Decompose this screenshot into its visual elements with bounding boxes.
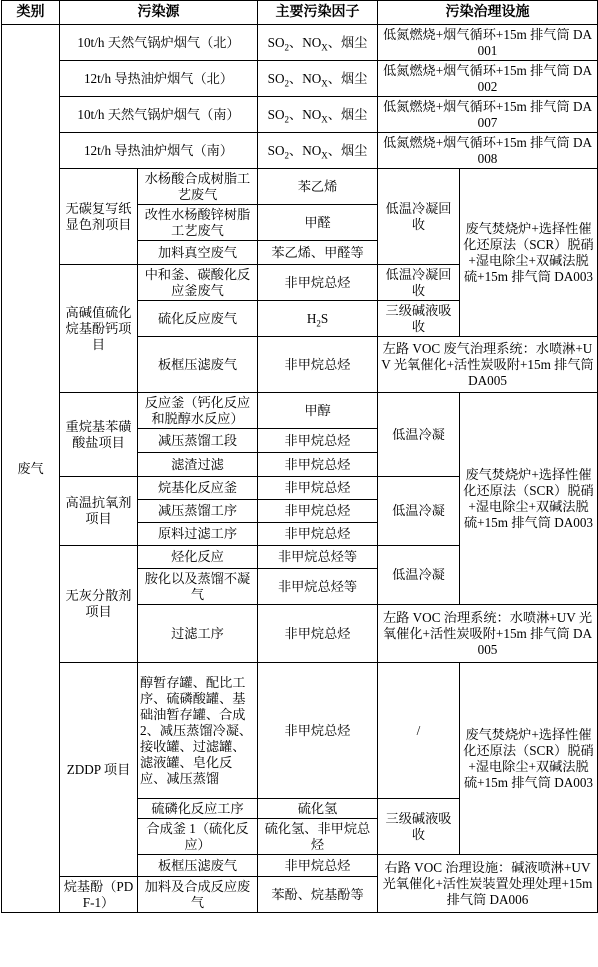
pollutant-cell: 非甲烷总烃 bbox=[258, 265, 378, 301]
source-cell: 12t/h 导热油炉烟气（北） bbox=[60, 61, 258, 97]
project-name: 无碳复写纸显色剂项目 bbox=[60, 169, 138, 265]
source-cell: 减压蒸馏工序 bbox=[138, 500, 258, 523]
source-cell: 硫磷化反应工序 bbox=[138, 799, 258, 819]
source-cell: 醇暂存罐、配比工序、硫磷酸罐、基础油暂存罐、合成2、减压蒸馏冷凝、接收罐、过滤罐、滤液罐、皂化反应、减压蒸馏 bbox=[138, 663, 258, 799]
pollutant-cell: 非甲烷总烃 bbox=[258, 523, 378, 546]
facility-cell: 废气焚烧炉+选择性催化还原法（SCR）脱硝+湿电除尘+双碱法脱硫+15m 排气筒 DA003 bbox=[460, 393, 598, 605]
pollutant-cell: $SO_2$、$NO_X$、烟尘 bbox=[258, 133, 378, 169]
source-cell: 原料过滤工序 bbox=[138, 523, 258, 546]
source-cell: 改性水杨酸锌树脂工艺废气 bbox=[138, 205, 258, 241]
pollutant-cell: 苯乙烯 bbox=[258, 169, 378, 205]
pollutant-cell: $SO_2$、$NO_X$、烟尘 bbox=[258, 97, 378, 133]
project-name: 高碱值硫化烷基酚钙项目 bbox=[60, 265, 138, 393]
header-facility: 污染治理设施 bbox=[378, 1, 598, 25]
treatment-cell: 三级碱液吸收 bbox=[378, 799, 460, 855]
table-row bbox=[2, 61, 598, 97]
source-cell: 减压蒸馏工段 bbox=[138, 429, 258, 453]
pollutant-cell: $H_2S$ bbox=[258, 301, 378, 337]
header-pollutant: 主要污染因子 bbox=[258, 1, 378, 25]
source-cell: 合成釜 1（硫化反应） bbox=[138, 819, 258, 855]
source-cell: 10t/h 天然气锅炉烟气（南） bbox=[60, 97, 258, 133]
source-cell: 烷基化反应釜 bbox=[138, 477, 258, 500]
treatment-cell: 低温冷凝回收 bbox=[378, 265, 460, 301]
header-row bbox=[2, 1, 598, 25]
treatment-cell: / bbox=[378, 663, 460, 799]
pollution-control-table bbox=[1, 0, 598, 913]
pollutant-cell: 非甲烷总烃 bbox=[258, 855, 378, 877]
pollutant-cell: 硫化氢、非甲烷总烃 bbox=[258, 819, 378, 855]
source-cell: 烃化反应 bbox=[138, 546, 258, 569]
pollutant-cell: $SO_2$、$NO_X$、烟尘 bbox=[258, 25, 378, 61]
pollutant-cell: 甲醛 bbox=[258, 205, 378, 241]
pollutant-cell: 苯酚、烷基酚等 bbox=[258, 877, 378, 913]
pollutant-cell: $SO_2$、$NO_X$、烟尘 bbox=[258, 61, 378, 97]
pollutant-cell: 非甲烷总烃 bbox=[258, 500, 378, 523]
source-cell: 加料及合成反应废气 bbox=[138, 877, 258, 913]
table-row bbox=[2, 97, 598, 133]
pollutant-cell: 非甲烷总烃 bbox=[258, 477, 378, 500]
category-cell: 废气 bbox=[2, 25, 60, 913]
source-cell: 反应釜（钙化反应和脱醇水反应） bbox=[138, 393, 258, 429]
treatment-cell: 低温冷凝 bbox=[378, 477, 460, 546]
facility-cell: 左路 VOC 治理系统：水喷淋+UV 光氧催化+活性炭吸附+15m 排气筒 DA005 bbox=[378, 605, 598, 663]
facility-cell: 左路 VOC 废气治理系统：水喷淋+UV 光氧催化+活性炭吸附+15m 排气筒 DA005 bbox=[378, 337, 598, 393]
source-cell: 胺化以及蒸馏不凝气 bbox=[138, 569, 258, 605]
pollutant-cell: 非甲烷总烃等 bbox=[258, 546, 378, 569]
facility-cell: 右路 VOC 治理设施：碱液喷淋+UV 光氧催化+活性炭装置处理处理+15m 排气筒 DA006 bbox=[378, 855, 598, 913]
treatment-cell: 低温冷凝 bbox=[378, 393, 460, 477]
facility-cell: 废气焚烧炉+选择性催化还原法（SCR）脱硝+湿电除尘+双碱法脱硫+15m 排气筒 DA003 bbox=[460, 663, 598, 855]
table-row bbox=[2, 133, 598, 169]
pollutant-cell: 非甲烷总烃 bbox=[258, 453, 378, 477]
source-cell: 板框压滤废气 bbox=[138, 855, 258, 877]
source-cell: 12t/h 导热油炉烟气（南） bbox=[60, 133, 258, 169]
treatment-cell: 三级碱液吸收 bbox=[378, 301, 460, 337]
treatment-cell: 低温冷凝回收 bbox=[378, 169, 460, 265]
source-cell: 10t/h 天然气锅炉烟气（北） bbox=[60, 25, 258, 61]
source-cell: 水杨酸合成树脂工艺废气 bbox=[138, 169, 258, 205]
pollutant-cell: 甲醇 bbox=[258, 393, 378, 429]
source-cell: 硫化反应废气 bbox=[138, 301, 258, 337]
header-category: 类别 bbox=[2, 1, 60, 25]
source-cell: 板框压滤废气 bbox=[138, 337, 258, 393]
project-name: 重烷基苯磺酸盐项目 bbox=[60, 393, 138, 477]
facility-cell: 低氮燃烧+烟气循环+15m 排气筒 DA002 bbox=[378, 61, 598, 97]
source-cell: 加料真空废气 bbox=[138, 241, 258, 265]
pollutant-cell: 非甲烷总烃 bbox=[258, 605, 378, 663]
pollutant-cell: 非甲烷总烃 bbox=[258, 429, 378, 453]
pollutant-cell: 非甲烷总烃 bbox=[258, 663, 378, 799]
project-name: 高温抗氧剂项目 bbox=[60, 477, 138, 546]
table-row bbox=[2, 169, 598, 205]
facility-cell: 低氮燃烧+烟气循环+15m 排气筒 DA007 bbox=[378, 97, 598, 133]
source-cell: 滤渣过滤 bbox=[138, 453, 258, 477]
facility-cell: 低氮燃烧+烟气循环+15m 排气筒 DA008 bbox=[378, 133, 598, 169]
pollutant-cell: 硫化氢 bbox=[258, 799, 378, 819]
header-source: 污染源 bbox=[60, 1, 258, 25]
facility-cell: 废气焚烧炉+选择性催化还原法（SCR）脱硝+湿电除尘+双碱法脱硫+15m 排气筒 DA003 bbox=[460, 169, 598, 337]
pollutant-cell: 苯乙烯、甲醛等 bbox=[258, 241, 378, 265]
pollutant-cell: 非甲烷总烃等 bbox=[258, 569, 378, 605]
project-name: 无灰分散剂项目 bbox=[60, 546, 138, 663]
table-row bbox=[2, 393, 598, 429]
pollutant-cell: 非甲烷总烃 bbox=[258, 337, 378, 393]
project-name: ZDDP 项目 bbox=[60, 663, 138, 877]
source-cell: 过滤工序 bbox=[138, 605, 258, 663]
table-row bbox=[2, 25, 598, 61]
table-row bbox=[2, 663, 598, 799]
source-cell: 中和釜、碳酸化反应釜废气 bbox=[138, 265, 258, 301]
project-name: 烷基酚（PDF-1） bbox=[60, 877, 138, 913]
treatment-cell: 低温冷凝 bbox=[378, 546, 460, 605]
facility-cell: 低氮燃烧+烟气循环+15m 排气筒 DA001 bbox=[378, 25, 598, 61]
